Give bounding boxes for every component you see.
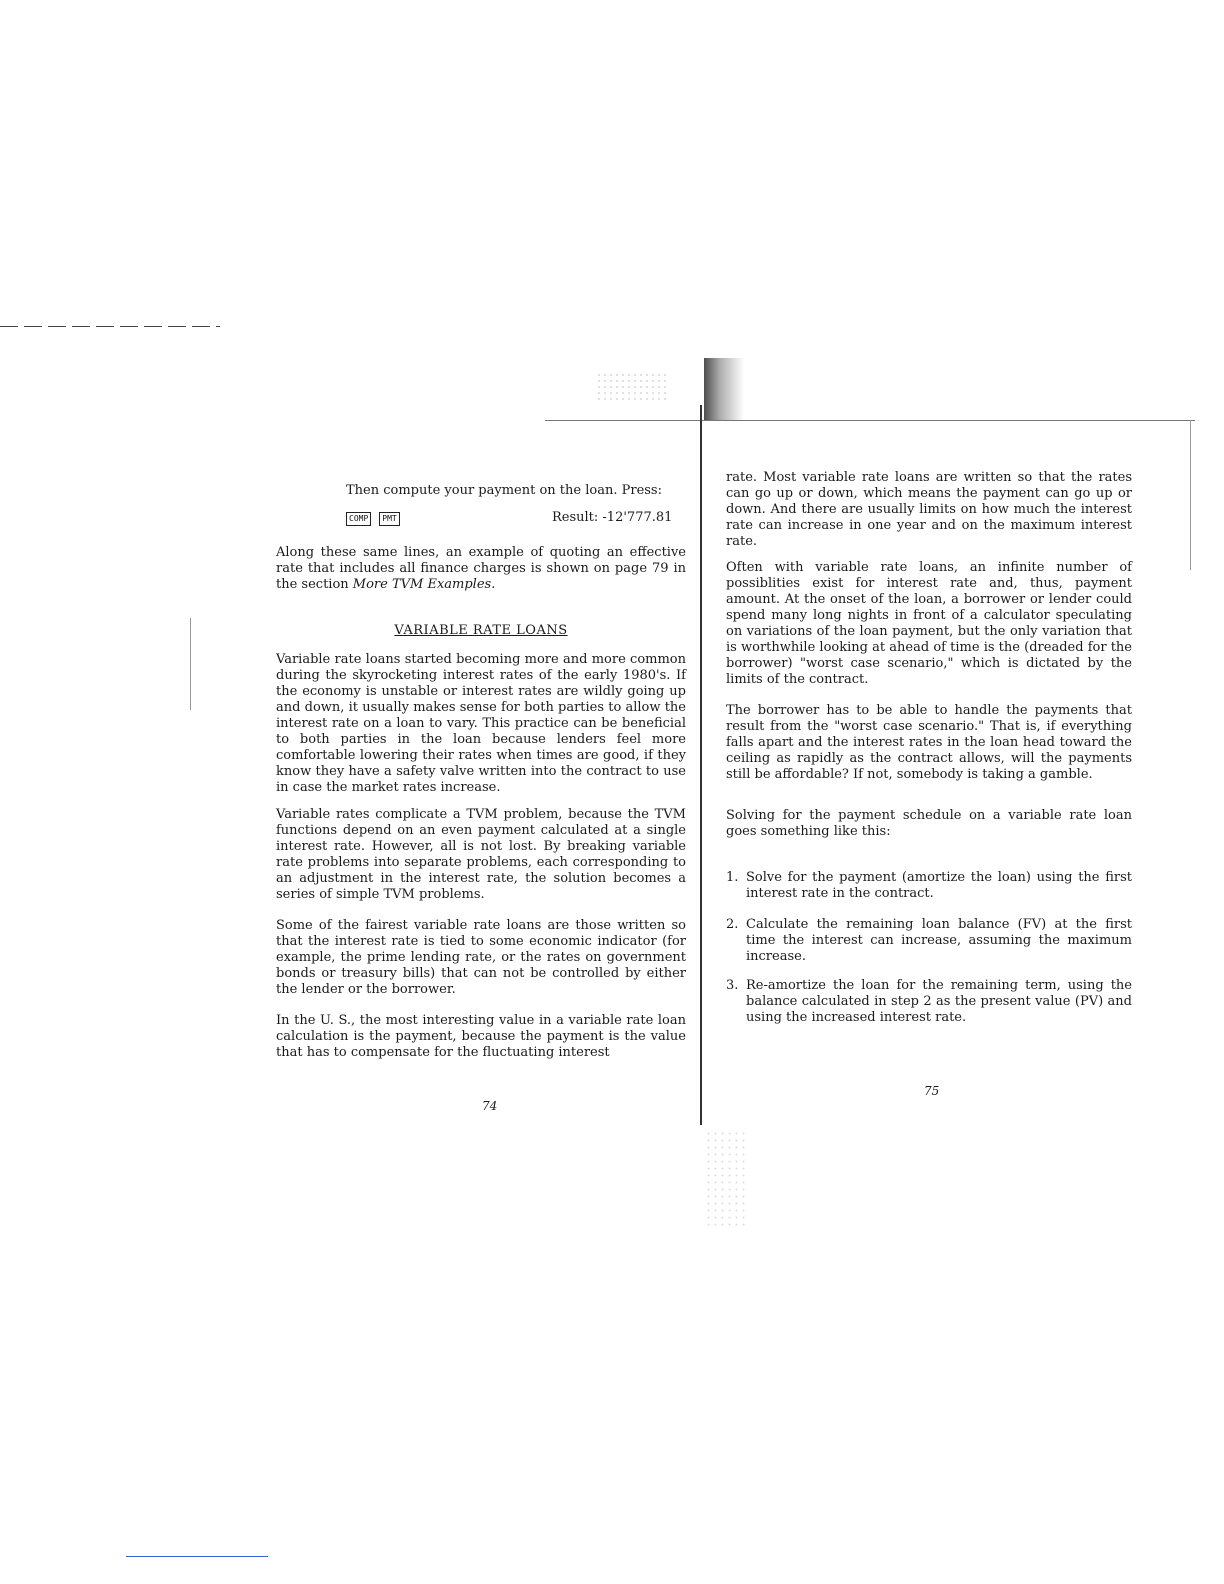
scan-artifact-dashed-line	[0, 326, 220, 327]
bottom-blue-rule	[126, 1556, 268, 1557]
binding-shadow	[704, 358, 744, 420]
list-item-number: 1.	[726, 870, 739, 885]
list-item	[726, 870, 1132, 902]
comp-key: COMP	[346, 512, 371, 526]
paragraph-variable-rate-intro: Variable rate loans started becoming more and more common during the skyrocketing interest rates of the early 1980's. If the economy is unstable or interest rates are wildly going up and down, it usually makes sense for both parties to allow the interest rate on a loan to vary. This practice can be beneficial to both parties in the loan because lenders feel more comfortable lowering their rates when times are good, if they know they have a safety valve written into the contract to use in case the market rates increase.	[276, 652, 686, 795]
paragraph-fairest-loans: Some of the fairest variable rate loans are those written so that the interest rate is tied to some economic indicator (for example, the prime lending rate, or the rates on government bonds or treasury bills) that can not be controlled by either the lender or the borrower.	[276, 918, 686, 997]
paragraph-worst-case: The borrower has to be able to handle the payments that result from the "worst case scenario." That is, if everything falls apart and the interest rates in the loan head toward the ceiling as rapidly as the contract allows, will the payments still be affordable? If not, somebody is taking a gamble.	[726, 703, 1132, 782]
scan-speckle	[705, 1130, 745, 1230]
paragraph-solving-schedule: Solving for the payment schedule on a variable rate loan goes something like this:	[726, 808, 1132, 839]
left-margin-line	[190, 618, 191, 710]
paragraph-rate-continued: rate. Most variable rate loans are written so that the rates can go up or down, which means the payment can go up or down. And there are usually limits on how much the interest rate can increase in one year and on the maximum interest rate.	[726, 470, 1132, 549]
page-number: 74	[482, 1099, 498, 1113]
page-number: 75	[924, 1084, 940, 1098]
paragraph-tvm-complication: Variable rates complicate a TVM problem, because the TVM functions depend on an even payment calculated at a single interest rate. However, all is not lost. By breaking variable rate problems into separate problems, each corresponding to an adjustment in the interest rate, the solution becomes a series of simple TVM problems.	[276, 807, 686, 902]
paragraph-us-payment: In the U. S., the most interesting value in a variable rate loan calculation is the payment, because the payment is the value that has to compensate for the fluctuating interest	[276, 1013, 686, 1060]
key-sequence	[346, 512, 400, 526]
list-item-text: Re-amortize the loan for the remaining term, using the balance calculated in step 2 as the present value (PV) and using the increased interest rate.	[746, 978, 1132, 1025]
list-item	[726, 978, 1132, 1026]
compute-instruction: Then compute your payment on the loan. Press:	[346, 483, 662, 498]
list-item-number: 2.	[726, 917, 739, 932]
list-item-text: Calculate the remaining loan balance (FV) at the first time the interest can increase, assuming the maximum increase.	[746, 917, 1132, 964]
list-item	[726, 917, 1132, 965]
scan-artifact-top-rule	[545, 420, 1195, 421]
pmt-key: PMT	[379, 512, 399, 526]
list-item-text: Solve for the payment (amortize the loan) using the first interest rate in the contract.	[746, 870, 1132, 901]
paragraph-infinite-possibilities: Often with variable rate loans, an infinite number of possiblities exist for interest rate and, thus, payment amount. At the onset of the loan, a borrower or lender could spend many long nights in front of a calculator speculating on variations of the loan payment, but the only variation that is worthwhile looking at ahead of time is the (dreaded for the borrower) "worst case scenario," which is dictated by the limits of the contract.	[726, 560, 1132, 687]
section-heading: VARIABLE RATE LOANS	[394, 623, 568, 638]
list-item-number: 3.	[726, 978, 739, 993]
result-value: Result: -12'777.81	[552, 510, 673, 525]
paragraph-effective-rate: Along these same lines, an example of quoting an effective rate that includes all finance charges is shown on page 79 in the section More TVM Examples.	[276, 545, 686, 592]
right-page-edge	[1190, 420, 1191, 570]
scan-speckle	[596, 372, 666, 402]
page-gutter-line	[700, 405, 702, 1125]
